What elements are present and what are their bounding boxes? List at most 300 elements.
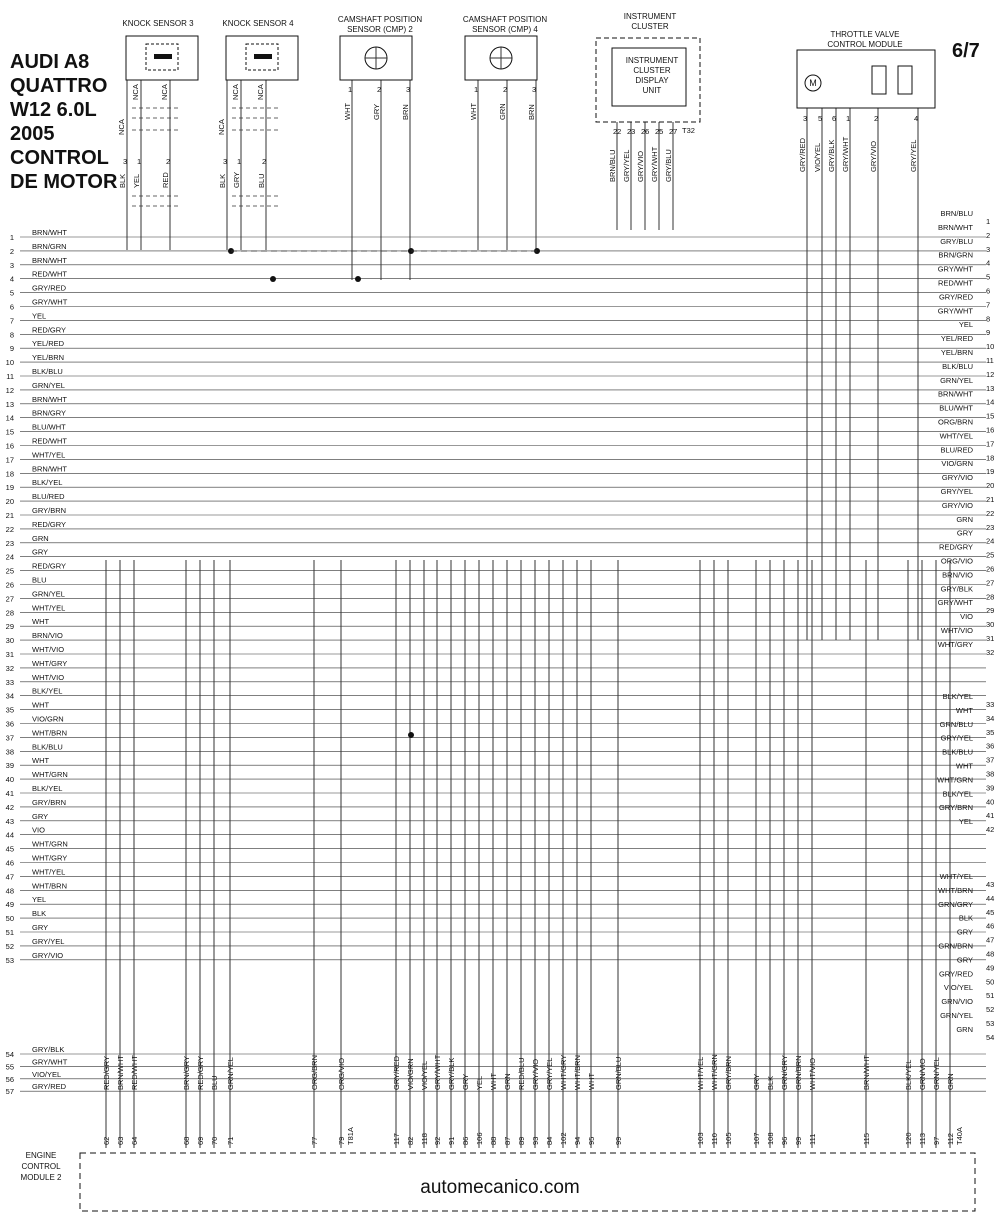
right-wire-label: GRY/BLK — [940, 584, 973, 594]
pin-wire-color: GRY/VIO — [869, 140, 878, 172]
ecm-pin-number: 68 — [182, 1136, 191, 1145]
left-wire-number: 24 — [5, 552, 14, 562]
left-wire-number: 51 — [5, 928, 14, 937]
pin-wire-color: BLK — [218, 173, 227, 188]
right-wire-label: GRN/VIO — [941, 997, 973, 1007]
left-wire-label: BLU/WHT — [32, 422, 66, 432]
ecm-pin-number: 117 — [392, 1133, 401, 1145]
ecm-pin-number: 113 — [918, 1133, 927, 1145]
pin-wire-color: GRY/BLU — [664, 149, 673, 182]
left-wire-number: 17 — [5, 455, 14, 465]
right-wire-label: GRY — [956, 927, 973, 937]
left-wire-label: GRN/YEL — [32, 380, 65, 390]
right-wire-label: WHT/VIO — [940, 626, 973, 635]
right-wire-number: 44 — [986, 893, 995, 903]
left-wire-number: 20 — [5, 497, 14, 507]
ecm-pin-number: 111 — [808, 1133, 817, 1145]
pin-number: 5 — [818, 114, 823, 123]
nca-label: NCA — [160, 84, 169, 100]
left-wire-label: GRY/BLK — [32, 1045, 65, 1054]
ecm-pin-number: 84 — [545, 1136, 554, 1145]
right-wire-label: GRY — [956, 528, 973, 538]
pin-wire-color: YEL — [132, 173, 141, 188]
left-wire-label: GRN — [32, 533, 49, 543]
left-wire-number: 2 — [9, 246, 14, 256]
left-wire-number: 32 — [5, 663, 14, 673]
pin-wire-color: VIO/YEL — [813, 142, 822, 172]
right-wire-number: 14 — [986, 397, 995, 407]
right-wire-label: WHT/GRY — [937, 639, 973, 649]
left-wire-label: WHT/YEL — [32, 867, 66, 877]
left-wire-label: WHT/YEL — [32, 450, 66, 460]
right-wire-number: 17 — [986, 439, 995, 449]
ecm-wire-color: WHT — [489, 1072, 498, 1090]
right-wire-label: GRN — [956, 1024, 973, 1034]
ecm-wire-color: VIO/GRN — [406, 1058, 415, 1090]
right-wire-number: 52 — [986, 1005, 995, 1015]
left-wire-number: 30 — [5, 636, 14, 646]
right-wire-number: 31 — [986, 634, 995, 643]
left-wire-number: 16 — [5, 441, 14, 451]
right-wire-label: GRY/VIO — [941, 500, 973, 510]
right-wire-number: 45 — [986, 907, 995, 917]
left-wire-number: 25 — [5, 566, 14, 576]
ecm-pin-number: 103 — [696, 1132, 705, 1145]
ecm-pin-number: 95 — [587, 1136, 596, 1145]
pin-wire-color: GRY/YEL — [909, 139, 918, 172]
left-wire-label: WHT/GRY — [32, 853, 68, 863]
left-wire-label: GRY/WHT — [32, 1057, 68, 1067]
right-wire-number: 6 — [986, 286, 991, 296]
right-wire-label: BLK/YEL — [942, 692, 973, 701]
left-wire-label: WHT — [32, 700, 50, 710]
left-wire-label: VIO/YEL — [32, 1069, 62, 1079]
left-wire-number: 31 — [5, 650, 14, 659]
ecm-wire-color: GRY/VIO — [531, 1058, 540, 1090]
right-wire-number: 25 — [986, 550, 995, 560]
ecm-wire-color: GRY — [752, 1073, 761, 1090]
pin-number: 2 — [874, 114, 879, 123]
right-wire-label: GRY/BLU — [940, 236, 973, 246]
left-wire-number: 43 — [5, 816, 14, 826]
ecm-wire-color: GRN/VIO — [918, 1058, 927, 1090]
ecm-pin-number: 77 — [310, 1136, 319, 1145]
ecm-wire-color: BRN/WHT — [116, 1055, 125, 1090]
left-wire-label: BLK/YEL — [32, 784, 63, 793]
ecm-wire-color: BLU — [210, 1075, 219, 1090]
right-wire-number: 2 — [986, 230, 991, 240]
right-wire-label: GRN/YEL — [940, 1011, 973, 1020]
left-wire-label: VIO/GRN — [32, 714, 64, 724]
right-wire-number: 41 — [986, 811, 995, 821]
right-wire-number: 42 — [986, 825, 995, 835]
pin-number: 3 — [223, 157, 228, 166]
ecm-pin-number: 92 — [433, 1136, 442, 1145]
page-number: 6/7 — [952, 40, 980, 62]
left-wire-number: 12 — [5, 385, 14, 395]
left-wire-label: BRN/WHT — [32, 255, 67, 265]
ecm-wire-color: RED/WHT — [130, 1055, 139, 1090]
ecm-pin-number: 82 — [406, 1136, 415, 1145]
ecm-wire-color: VIO/YEL — [420, 1060, 429, 1090]
t32-connector-label: T32 — [682, 126, 695, 135]
left-wire-number: 1 — [9, 233, 14, 242]
ecm-wire-color: WHT/YEL — [696, 1056, 705, 1090]
right-wire-number: 53 — [986, 1019, 995, 1028]
left-wire-number: 39 — [5, 761, 14, 771]
left-wire-label: BLK/YEL — [32, 478, 63, 488]
right-wire-number: 28 — [986, 592, 995, 602]
ecm-pin-number: 91 — [447, 1136, 456, 1145]
ecm-wire-color: GRN/YEL — [226, 1057, 235, 1090]
left-wire-number: 37 — [5, 733, 14, 743]
right-wire-number: 48 — [986, 949, 995, 959]
right-wire-number: 24 — [986, 536, 995, 546]
right-wire-label: WHT/BRN — [938, 885, 973, 895]
left-wire-number: 44 — [5, 830, 14, 840]
right-wire-label: GRN/GRY — [938, 899, 973, 909]
left-wire-number: 9 — [9, 344, 14, 354]
right-wire-number: 23 — [986, 522, 995, 532]
splice-dot — [408, 732, 414, 738]
ecm-pin-number: 108 — [766, 1132, 775, 1145]
throttle-potentiometer-2 — [898, 66, 912, 94]
left-wire-label: GRY/VIO — [32, 950, 64, 960]
left-wire-label: RED/GRY — [32, 325, 67, 335]
right-wire-number: 12 — [986, 369, 995, 379]
knock-sensor-4-label: KNOCK SENSOR 4 — [222, 19, 294, 28]
left-wire-number: 46 — [5, 858, 14, 868]
left-wire-label: WHT/GRN — [32, 839, 68, 849]
left-wire-label: RED/WHT — [32, 436, 67, 446]
ecm-wire-color: WHT/BRN — [573, 1055, 582, 1090]
left-wire-number: 36 — [5, 719, 14, 729]
right-wire-label: GRN/BRN — [938, 941, 973, 951]
right-wire-number: 34 — [986, 713, 995, 723]
left-wire-label: RED/GRY — [32, 519, 67, 529]
left-wire-number: 11 — [6, 372, 14, 381]
left-wire-number: 18 — [5, 469, 14, 479]
left-wire-number: 7 — [9, 316, 14, 326]
title-line: QUATTRO — [10, 75, 108, 97]
left-wire-label: BLU/RED — [32, 492, 65, 502]
ecm-pin-number: 64 — [130, 1136, 139, 1145]
ecm-label: ENGINE CONTROL MODULE 2 — [20, 1151, 62, 1182]
pin-wire-color: GRY — [372, 103, 381, 120]
right-wire-label: BLK/BLU — [942, 747, 973, 757]
left-wire-label: GRY/RED — [32, 1082, 67, 1092]
ecm-wire-color: RED/GRY — [196, 1055, 205, 1090]
label-layer — [6, 78, 995, 1145]
diagram-title — [10, 50, 117, 194]
pin-wire-color: GRN — [498, 103, 507, 120]
pin-number: 27 — [669, 127, 678, 136]
left-wire-number: 3 — [9, 260, 14, 270]
throttle-module-label: THROTTLE VALVE CONTROL MODULE — [827, 30, 903, 49]
left-wire-number: 34 — [5, 691, 14, 701]
pin-number: 1 — [348, 85, 353, 94]
pin-wire-color: GRY/BLK — [827, 139, 836, 172]
right-wire-label: WHT/YEL — [939, 431, 973, 441]
right-wire-number: 11 — [986, 356, 994, 365]
right-wire-number: 19 — [986, 467, 995, 477]
right-wire-number: 16 — [986, 425, 995, 435]
left-wire-number: 55 — [5, 1062, 14, 1072]
right-wire-label: BLK/YEL — [942, 789, 973, 799]
pin-wire-color: GRY/WHT — [650, 146, 659, 182]
left-wire-number: 40 — [5, 775, 14, 785]
instrument-cluster-label: INSTRUMENT CLUSTER — [623, 12, 677, 31]
left-wire-number: 38 — [5, 747, 14, 757]
left-wire-label: GRY — [32, 811, 49, 821]
pin-wire-color: GRY/YEL — [622, 149, 631, 182]
left-wire-label: GRY/BRN — [32, 506, 67, 515]
left-wire-label: YEL — [32, 311, 47, 321]
title-line: CONTROL — [10, 147, 109, 169]
right-wire-number: 1 — [986, 217, 991, 226]
right-wire-label: GRY — [956, 955, 973, 965]
motor-label: M — [809, 78, 817, 88]
right-wire-number: 43 — [986, 880, 995, 889]
ecm-wire-color: WHT — [587, 1072, 596, 1090]
left-wire-number: 4 — [9, 274, 14, 284]
ecm-wire-color: GRY — [461, 1073, 470, 1090]
left-wire-label: WHT/VIO — [32, 672, 65, 682]
left-wire-number: 6 — [9, 302, 14, 312]
splice-dot — [270, 276, 276, 282]
ecm-wire-color: RED/GRY — [102, 1055, 111, 1090]
left-wire-label: WHT/YEL — [32, 603, 66, 613]
right-wire-label: WHT/YEL — [939, 872, 973, 881]
left-wire-label: VIO — [32, 825, 45, 835]
left-wire-number: 47 — [5, 872, 14, 882]
ecm-pin-number: 93 — [531, 1136, 540, 1145]
ecm-pin-number: 110 — [710, 1133, 719, 1145]
left-wire-label: GRY/BRN — [32, 797, 67, 807]
pin-number: 22 — [613, 127, 622, 136]
right-wire-label: YEL — [958, 320, 973, 330]
pin-number: 25 — [655, 127, 664, 136]
right-wire-label: RED/WHT — [938, 278, 973, 288]
t40a-connector-label: T40A — [955, 1127, 964, 1145]
title-line: AUDI A8 — [10, 51, 90, 73]
left-wire-number: 26 — [5, 580, 14, 590]
cmp-sensor-4-label: CAMSHAFT POSITION SENSOR (CMP) 4 — [462, 15, 548, 34]
left-wire-label: BRN/GRN — [32, 241, 67, 251]
pin-number: 23 — [627, 127, 636, 136]
ecm-wire-color: GRN/BRN — [794, 1055, 803, 1090]
splice-dot — [355, 276, 361, 282]
ecm-wire-color: GRY/YEL — [545, 1057, 554, 1090]
watermark: automecanico.com — [420, 1177, 580, 1198]
left-wire-number: 48 — [5, 886, 14, 896]
left-wire-label: BLK/YEL — [32, 686, 63, 696]
pin-number: 26 — [641, 127, 650, 136]
left-wire-number: 10 — [5, 358, 14, 368]
left-wire-number: 29 — [5, 622, 14, 632]
right-wire-label: VIO/YEL — [943, 983, 973, 993]
right-wire-number: 7 — [986, 300, 991, 310]
right-wire-label: GRY/YEL — [940, 487, 973, 496]
right-wire-label: RED/GRY — [938, 542, 973, 552]
pin-number: 3 — [406, 85, 411, 94]
pin-wire-color: WHT — [343, 102, 352, 120]
ecm-pin-number: 97 — [932, 1136, 941, 1145]
left-wire-label: GRY — [32, 923, 49, 932]
right-wire-label: BLU/RED — [940, 445, 973, 455]
pin-wire-color: BRN — [527, 104, 536, 120]
pin-number: 1 — [846, 114, 851, 123]
ecm-pin-number: 62 — [102, 1136, 111, 1145]
right-wire-label: GRY/BRN — [938, 803, 973, 813]
right-wire-label: GRY/VIO — [941, 473, 973, 483]
right-wire-label: BRN/GRN — [938, 250, 973, 260]
ecm-pin-number: 63 — [116, 1136, 125, 1145]
right-wire-label: VIO/GRN — [941, 459, 973, 469]
left-wire-label: WHT/BRN — [32, 881, 67, 891]
ecm-wire-color: GRY/RED — [392, 1055, 401, 1090]
pin-wire-color: BLK — [118, 173, 127, 188]
right-wire-label: YEL/RED — [940, 334, 973, 344]
left-wire-label: BLU — [32, 575, 47, 585]
ecm-pin-number: 102 — [559, 1132, 568, 1145]
right-wire-label: WHT — [955, 705, 973, 715]
right-wire-number: 36 — [986, 741, 995, 751]
pin-wire-color: GRY/RED — [798, 137, 807, 172]
ecm-wire-color: RED/BLU — [517, 1057, 526, 1090]
left-wire-number: 33 — [5, 677, 14, 687]
right-wire-number: 10 — [986, 342, 995, 352]
pin-number: 1 — [137, 157, 142, 166]
ecm-pin-number: 118 — [420, 1133, 429, 1145]
ecm-wire-color: ORG/BRN — [310, 1054, 319, 1090]
left-wire-label: WHT/VIO — [32, 645, 65, 654]
pin-number: 1 — [474, 85, 479, 94]
wire-layer — [20, 80, 986, 1148]
right-wire-number: 13 — [986, 383, 995, 393]
nca-label: NCA — [231, 84, 240, 100]
left-wire-label: GRY — [32, 547, 49, 557]
ecm-wire-color: WHT/VIO — [808, 1057, 817, 1090]
right-wire-number: 27 — [986, 578, 995, 588]
ecm-pin-number: 87 — [503, 1136, 512, 1145]
pin-wire-color: BLU — [257, 173, 266, 188]
nca-label: NCA — [131, 84, 140, 100]
right-wire-label: GRN/BLU — [939, 719, 973, 729]
right-wire-label: GRN/YEL — [940, 375, 973, 385]
left-wire-number: 57 — [5, 1087, 14, 1097]
right-wire-number: 21 — [986, 495, 995, 504]
left-wire-label: RED/GRY — [32, 561, 67, 571]
ecm-wire-color: WHT/GRN — [710, 1054, 719, 1090]
right-wire-label: WHT/GRN — [937, 775, 973, 785]
right-wire-number: 5 — [986, 272, 991, 282]
right-wire-number: 39 — [986, 783, 995, 793]
left-wire-number: 52 — [5, 941, 14, 951]
right-wire-number: 50 — [986, 977, 995, 987]
ecm-pin-number: 88 — [489, 1136, 498, 1145]
t81a-connector-label: T81A — [346, 1127, 355, 1145]
pin-wire-color: GRY — [232, 171, 241, 188]
left-wire-number: 50 — [5, 914, 14, 924]
left-wire-label: BRN/WHT — [32, 464, 67, 474]
ecm-pin-number: 115 — [862, 1133, 871, 1145]
title-line: 2005 — [10, 123, 55, 145]
right-wire-number: 9 — [986, 328, 991, 338]
pin-number: 2 — [262, 157, 267, 166]
left-wire-label: BLK/BLU — [32, 367, 63, 376]
right-wire-label: GRN — [956, 514, 973, 524]
knock-sensor-3-label: KNOCK SENSOR 3 — [122, 19, 194, 28]
left-wire-number: 28 — [5, 608, 14, 618]
right-wire-number: 20 — [986, 481, 995, 491]
right-wire-label: GRY/WHT — [937, 264, 973, 274]
knock-sensor-element — [254, 54, 272, 59]
left-wire-label: WHT/BRN — [32, 728, 67, 738]
right-wire-label: GRY/RED — [938, 969, 973, 979]
left-wire-label: BLK/BLU — [32, 742, 63, 752]
pin-wire-color: WHT — [469, 102, 478, 120]
right-wire-number: 54 — [986, 1032, 995, 1042]
right-wire-number: 49 — [986, 963, 995, 973]
left-wire-number: 35 — [5, 705, 14, 715]
left-wire-label: GRY/YEL — [32, 936, 65, 946]
left-wire-label: YEL/RED — [32, 339, 65, 349]
left-wire-label: BRN/VIO — [32, 631, 63, 641]
ecm-wire-color: ORG/VIO — [337, 1057, 346, 1090]
right-wire-number: 47 — [986, 935, 995, 945]
pin-number: 6 — [832, 114, 837, 123]
pin-number: 2 — [503, 85, 508, 94]
left-wire-number: 19 — [5, 483, 14, 493]
right-wire-label: ORG/BRN — [937, 417, 973, 427]
left-wire-label: GRY/WHT — [32, 297, 68, 307]
right-wire-number: 26 — [986, 564, 995, 574]
ecm-wire-color: GRN/GRY — [780, 1055, 789, 1090]
ecm-pin-number: 107 — [752, 1132, 761, 1145]
left-wire-label: WHT/GRN — [32, 770, 68, 780]
pin-wire-color: GRY/WHT — [841, 136, 850, 172]
ecm-pin-number: 89 — [517, 1136, 526, 1145]
title-line: DE MOTOR — [10, 171, 118, 193]
left-wire-label: YEL/BRN — [32, 353, 65, 363]
right-wire-number: 29 — [986, 606, 995, 616]
right-wire-number: 51 — [986, 991, 995, 1001]
right-wire-label: GRY/WHT — [937, 306, 973, 316]
left-wire-label: GRY/RED — [32, 283, 67, 293]
pin-wire-color: BRN — [401, 104, 410, 120]
left-wire-number: 49 — [5, 900, 14, 910]
ecm-pin-number: 70 — [210, 1136, 219, 1145]
ecm-pin-number: 106 — [475, 1132, 484, 1145]
nca-label: NCA — [217, 119, 226, 135]
left-wire-number: 22 — [5, 524, 14, 534]
pin-number: 2 — [377, 85, 382, 94]
ecm-pin-number: 120 — [904, 1132, 913, 1145]
ecm-pin-number: 86 — [461, 1136, 470, 1145]
left-wire-label: GRN/YEL — [32, 589, 65, 599]
ecm-wire-color: GRN/YEL — [932, 1057, 941, 1090]
ecm-pin-number: 71 — [226, 1136, 235, 1145]
pin-wire-color: RED — [161, 172, 170, 188]
right-wire-label: GRY/YEL — [940, 733, 973, 743]
left-wire-number: 21 — [5, 511, 14, 520]
ecm-wire-color: BLK/YEL — [904, 1059, 913, 1090]
pin-wire-color: BRN/BLU — [608, 149, 617, 182]
right-wire-number: 32 — [986, 647, 995, 657]
ecm-wire-color: GRN/BLU — [614, 1056, 623, 1090]
left-wire-number: 54 — [5, 1050, 14, 1059]
